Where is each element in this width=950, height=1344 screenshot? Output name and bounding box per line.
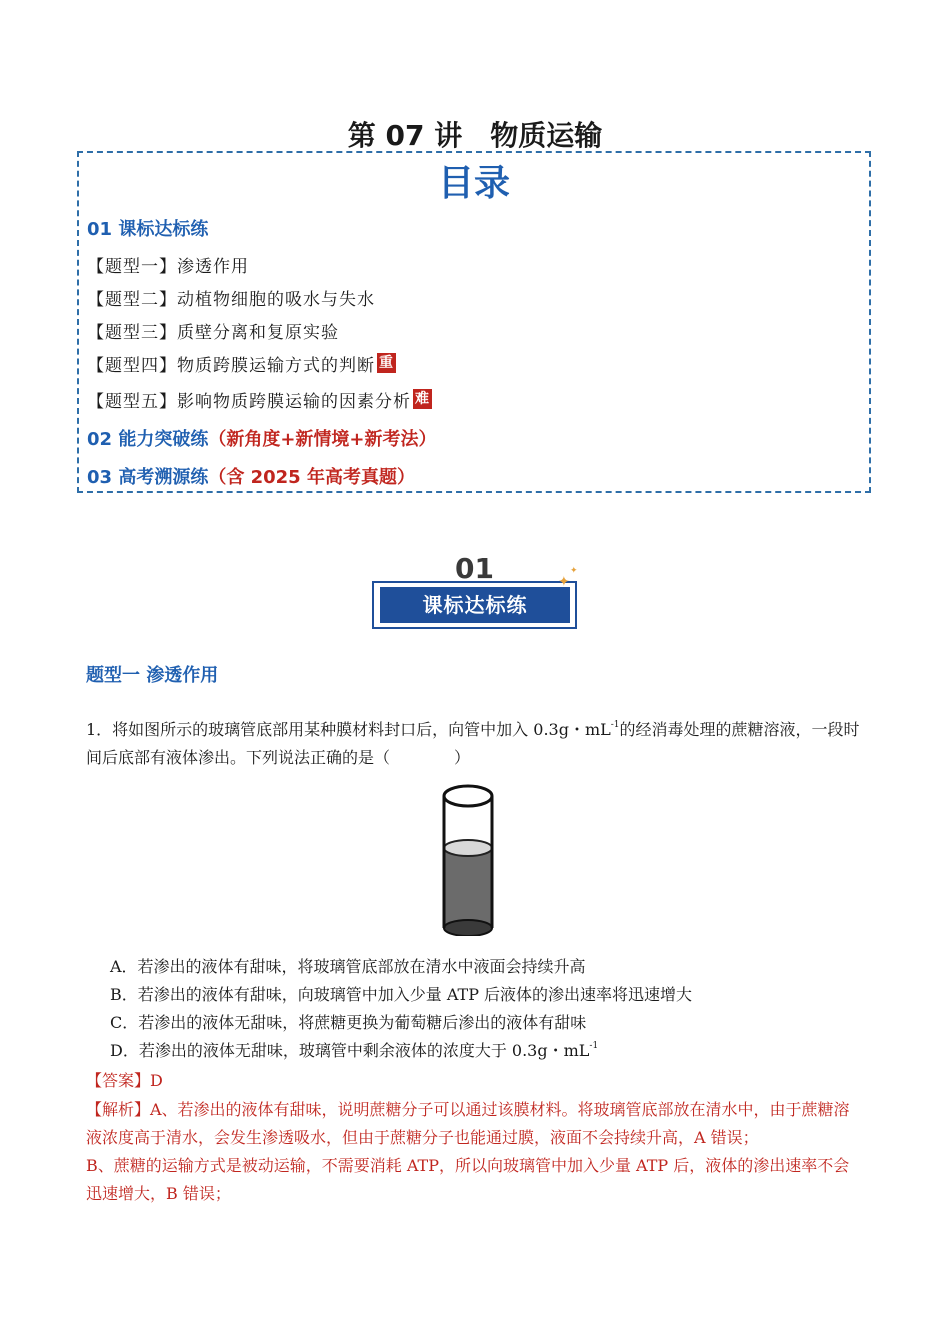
- option-a[interactable]: A．若渗出的液体有甜味，将玻璃管底部放在清水中液面会持续升高: [110, 957, 586, 976]
- toc-item[interactable]: [87, 285, 375, 310]
- toc-section-3-text: [87, 467, 415, 488]
- question-type-heading: 题型一 渗透作用: [86, 665, 219, 686]
- toc-section-2-note: （新角度+新情境+新考法）: [208, 429, 437, 450]
- difficult-badge: 难: [415, 391, 430, 407]
- question-text: 1．将如图所示的玻璃管底部用某种膜材料封口后，向管中加入 0.3g・mL: [86, 720, 611, 739]
- option-d-text: D．若渗出的液体无甜味，玻璃管中剩余液体的浓度大于 0.3g・mL: [110, 1041, 590, 1060]
- sparkle-icon: ✦: [558, 574, 570, 590]
- toc-section-3-title: 03 高考溯源练: [87, 467, 209, 488]
- banner-number: 01: [455, 552, 494, 585]
- answer: 【答案】D: [86, 1071, 163, 1090]
- option-c[interactable]: C．若渗出的液体无甜味，将蔗糖更换为葡萄糖后渗出的液体有甜味: [110, 1013, 587, 1032]
- unit-superscript: -1: [610, 720, 620, 730]
- toc-section-1[interactable]: 01 课标达标练: [87, 219, 209, 240]
- toc-item[interactable]: [87, 387, 432, 412]
- glass-tube-figure: [440, 782, 496, 936]
- toc-section-3-label: [87, 467, 415, 488]
- section-banner: [372, 552, 582, 632]
- toc-item[interactable]: [87, 351, 396, 376]
- unit-superscript: -1: [589, 1041, 599, 1051]
- option-b[interactable]: B．若渗出的液体有甜味，向玻璃管中加入少量 ATP 后液体的渗出速率将迅速增大: [110, 985, 693, 1004]
- question-text: 的经消毒处理的蔗糖溶液，一段时间后底部有液体渗出。下列说法正确的是（ ）: [86, 720, 860, 767]
- key-point-badge: 重: [379, 355, 394, 371]
- toc-section-2[interactable]: [87, 425, 437, 451]
- toc-heading: 目录: [437, 163, 510, 204]
- sparkle-icon: ✦: [570, 566, 578, 576]
- toc-item[interactable]: [87, 252, 249, 277]
- toc-section-2-label: 02 能力突破练: [87, 429, 209, 450]
- banner-label: 课标达标练: [380, 587, 570, 623]
- toc-item-label: 【题型四】物质跨膜运输方式的判断: [87, 356, 375, 376]
- explanation-paragraph: B、蔗糖的运输方式是被动运输，不需要消耗 ATP，所以向玻璃管中加入少量 ATP 后，液体的渗出速率不会迅速增大，B 错误；: [86, 1156, 850, 1203]
- page-title: 第 07 讲 物质运输: [347, 119, 603, 152]
- toc-item-label: 【题型一】渗透作用: [87, 257, 249, 277]
- table-of-contents: [77, 151, 871, 493]
- explanation-paragraph: 【解析】A、若渗出的液体有甜味，说明蔗糖分子可以通过该膜材料。将玻璃管底部放在清水中，由于蔗糖溶液浓度高于清水，会发生渗透吸水，但由于蔗糖分子也能通过膜，液面不会持续升高，A 错误；: [86, 1100, 850, 1147]
- toc-section-3-note: （含 2025 年高考真题）: [208, 467, 415, 488]
- toc-item-label: 【题型三】质壁分离和复原实验: [87, 323, 339, 343]
- toc-item-label: 【题型五】影响物质跨膜运输的因素分析: [87, 392, 411, 412]
- toc-section-3[interactable]: [87, 463, 415, 489]
- option-d[interactable]: [110, 1037, 598, 1065]
- question-stem: [86, 716, 864, 772]
- toc-item-label: 【题型二】动植物细胞的吸水与失水: [87, 290, 375, 310]
- toc-item[interactable]: [87, 318, 339, 343]
